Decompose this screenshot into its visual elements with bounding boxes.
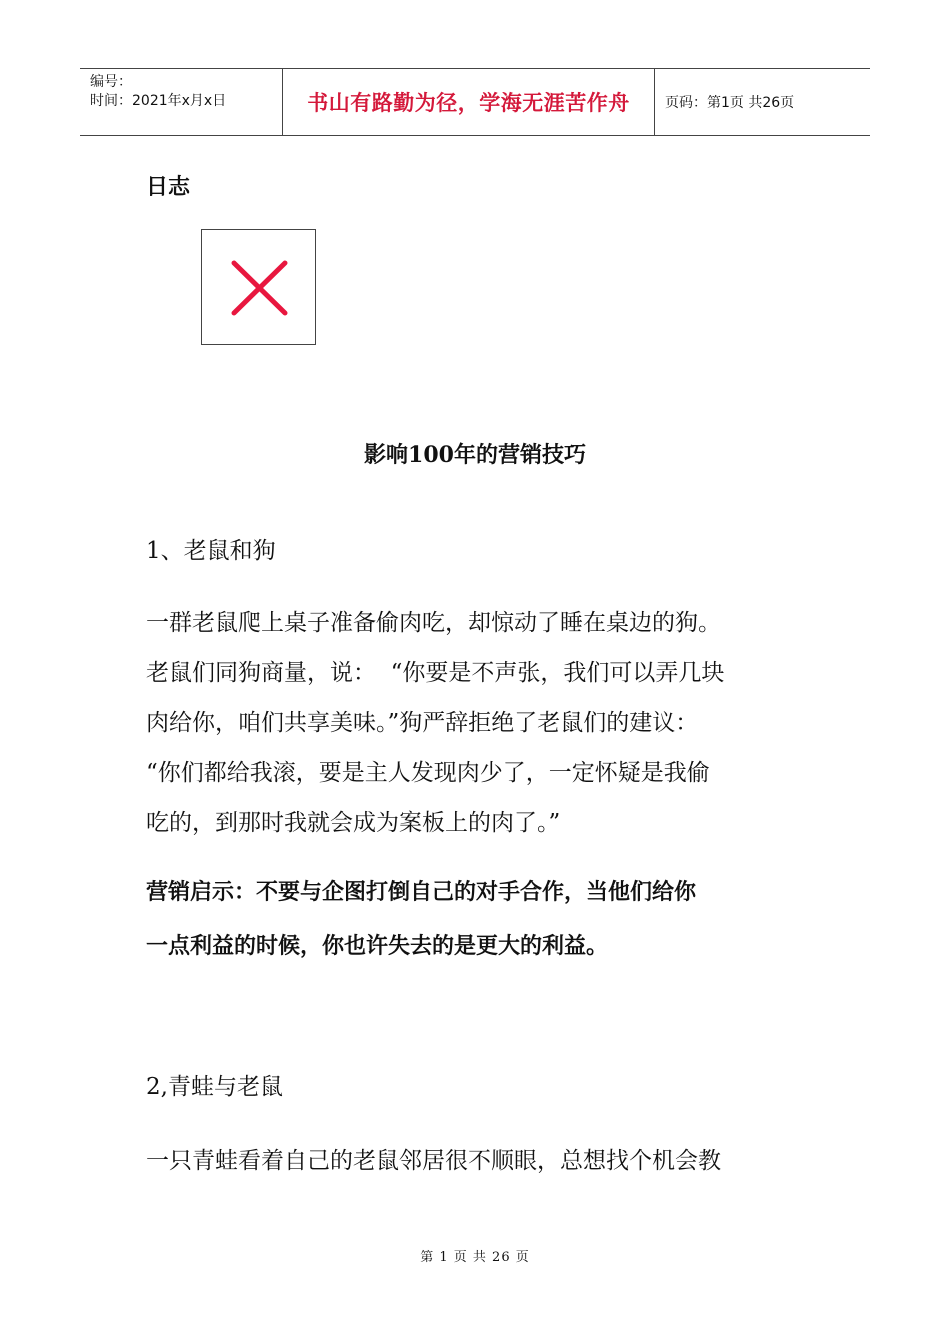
header-motto-cell	[282, 69, 655, 135]
date-label: 时间：2021年x月x日	[90, 93, 227, 109]
marketing-tip: 营销启示：不要与企图打倒自己的对手合作，当他们给你 一点利益的时候，你也许失去的是更大的利益。	[146, 880, 697, 959]
section-label: 日志	[146, 175, 191, 200]
document-title: 影响100年的营销技巧	[364, 442, 586, 468]
header-meta	[80, 69, 282, 135]
document-header	[80, 68, 870, 136]
story-heading: 1、老鼠和狗	[146, 538, 276, 564]
story-heading: 2,青蛙与老鼠	[146, 1074, 283, 1100]
header-page-info: 页码：第1页 共26页	[665, 95, 795, 111]
broken-image-x-icon	[202, 230, 315, 344]
page-footer: 第 1 页 共 26 页	[420, 1250, 530, 1265]
header-motto: 书山有路勤为径，学海无涯苦作舟	[307, 91, 630, 115]
number-label: 编号：	[90, 74, 132, 90]
story-body: 一群老鼠爬上桌子准备偷肉吃，却惊动了睡在桌边的狗。 老鼠们同狗商量，说： “你要是不声张，我们可以弄几块 肉给你，咱们共享美味。”狗严辞拒绝了老鼠们的建议： “你们都给我滚，要是主人发现肉少了，一定怀疑是我偷 吃的，到那时我就会成为案板上的肉了。”	[146, 610, 725, 836]
image-placeholder	[201, 229, 316, 345]
story-body: 一只青蛙看着自己的老鼠邻居很不顺眼，总想找个机会教	[146, 1148, 721, 1174]
